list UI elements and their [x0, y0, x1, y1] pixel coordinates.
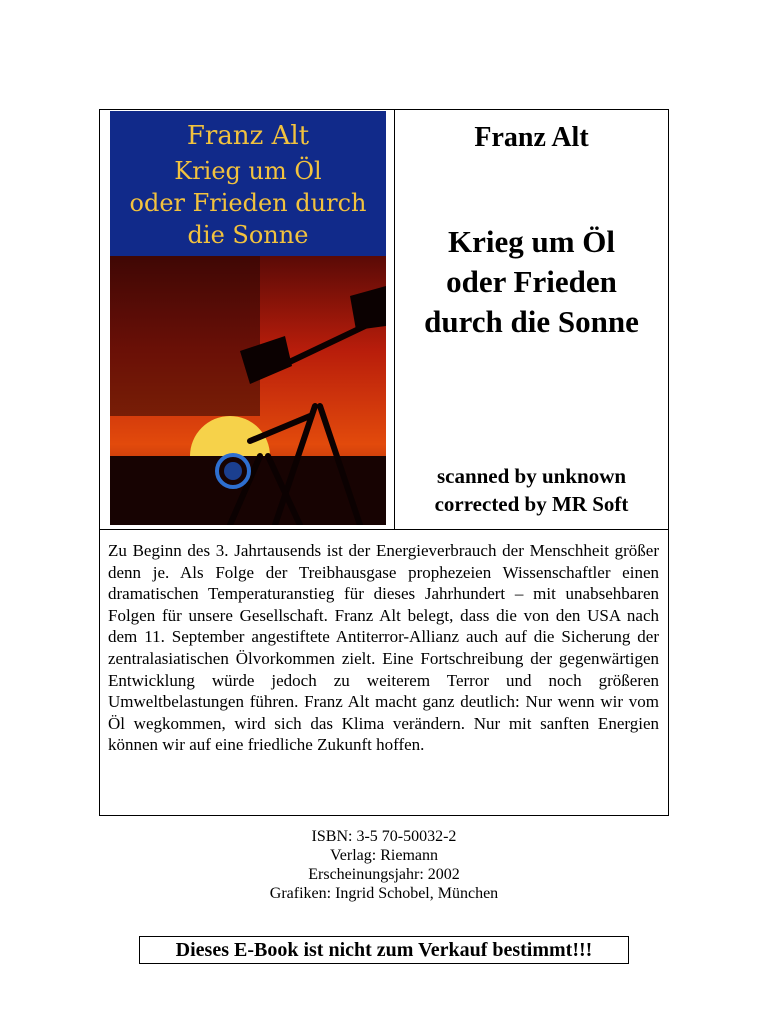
graphics-credit: Grafiken: Ingrid Schobel, München: [269, 885, 499, 902]
isbn: ISBN: 3-5 70-50032-2: [311, 828, 457, 845]
credit-line: scanned by unknown: [436, 464, 627, 488]
oil-pump-sunset-art: [110, 256, 386, 525]
document-frame: [99, 109, 669, 816]
cover-title-line: die Sonne: [187, 221, 309, 249]
book-title-line: Krieg um Öl: [447, 224, 616, 259]
book-title-line: oder Frieden: [446, 264, 617, 299]
cover-author: Franz Alt: [186, 121, 310, 151]
book-description: Zu Beginn des 3. Jahrtausends ist der Energieverbrauch der Menschheit größer denn je. Als Folge der Treibhausgase prophezeien Wissenschaftler einen dramatischen Temperaturanstieg für dieses Jahrhundert – mit unabsehbaren Folgen für unsere Gesellschaft. Franz Alt belegt, dass die von den USA nach dem 11. September angestiftete Antiterror-Allianz auch auf die Sicherung der zentralasiatischen Ölvorkommen zielt. Eine Fortschreibung der gegenwärtigen Entwicklung würde jedoch zu weiterem Terror und noch größeren Umweltbelastungen führen. Franz Alt macht ganz deutlich: Nur wenn wir vom Öl wegkommen, wird sich das Klima verändern. Nur mit sanften Energien können wir auf eine friedliche Zukunft hoffen.: [108, 541, 659, 755]
book-author: Franz Alt: [474, 122, 589, 153]
book-title-line: durch die Sonne: [424, 304, 639, 339]
cover-title-line: oder Frieden durch: [129, 189, 367, 217]
publication-info: [99, 827, 669, 903]
book-title: [395, 222, 668, 342]
credit-line: corrected by MR Soft: [434, 492, 629, 516]
header-section: [100, 110, 668, 530]
publisher: Verlag: Riemann: [330, 847, 438, 864]
cover-title-line: Krieg um Öl: [174, 157, 322, 185]
scan-credits: [395, 462, 668, 518]
not-for-sale-notice: Dieses E-Book ist nicht zum Verkauf bestimmt!!!: [139, 936, 629, 964]
publication-year: Erscheinungsjahr: 2002: [308, 866, 460, 883]
book-cover-image: [110, 111, 386, 525]
cover-title: [110, 155, 386, 251]
